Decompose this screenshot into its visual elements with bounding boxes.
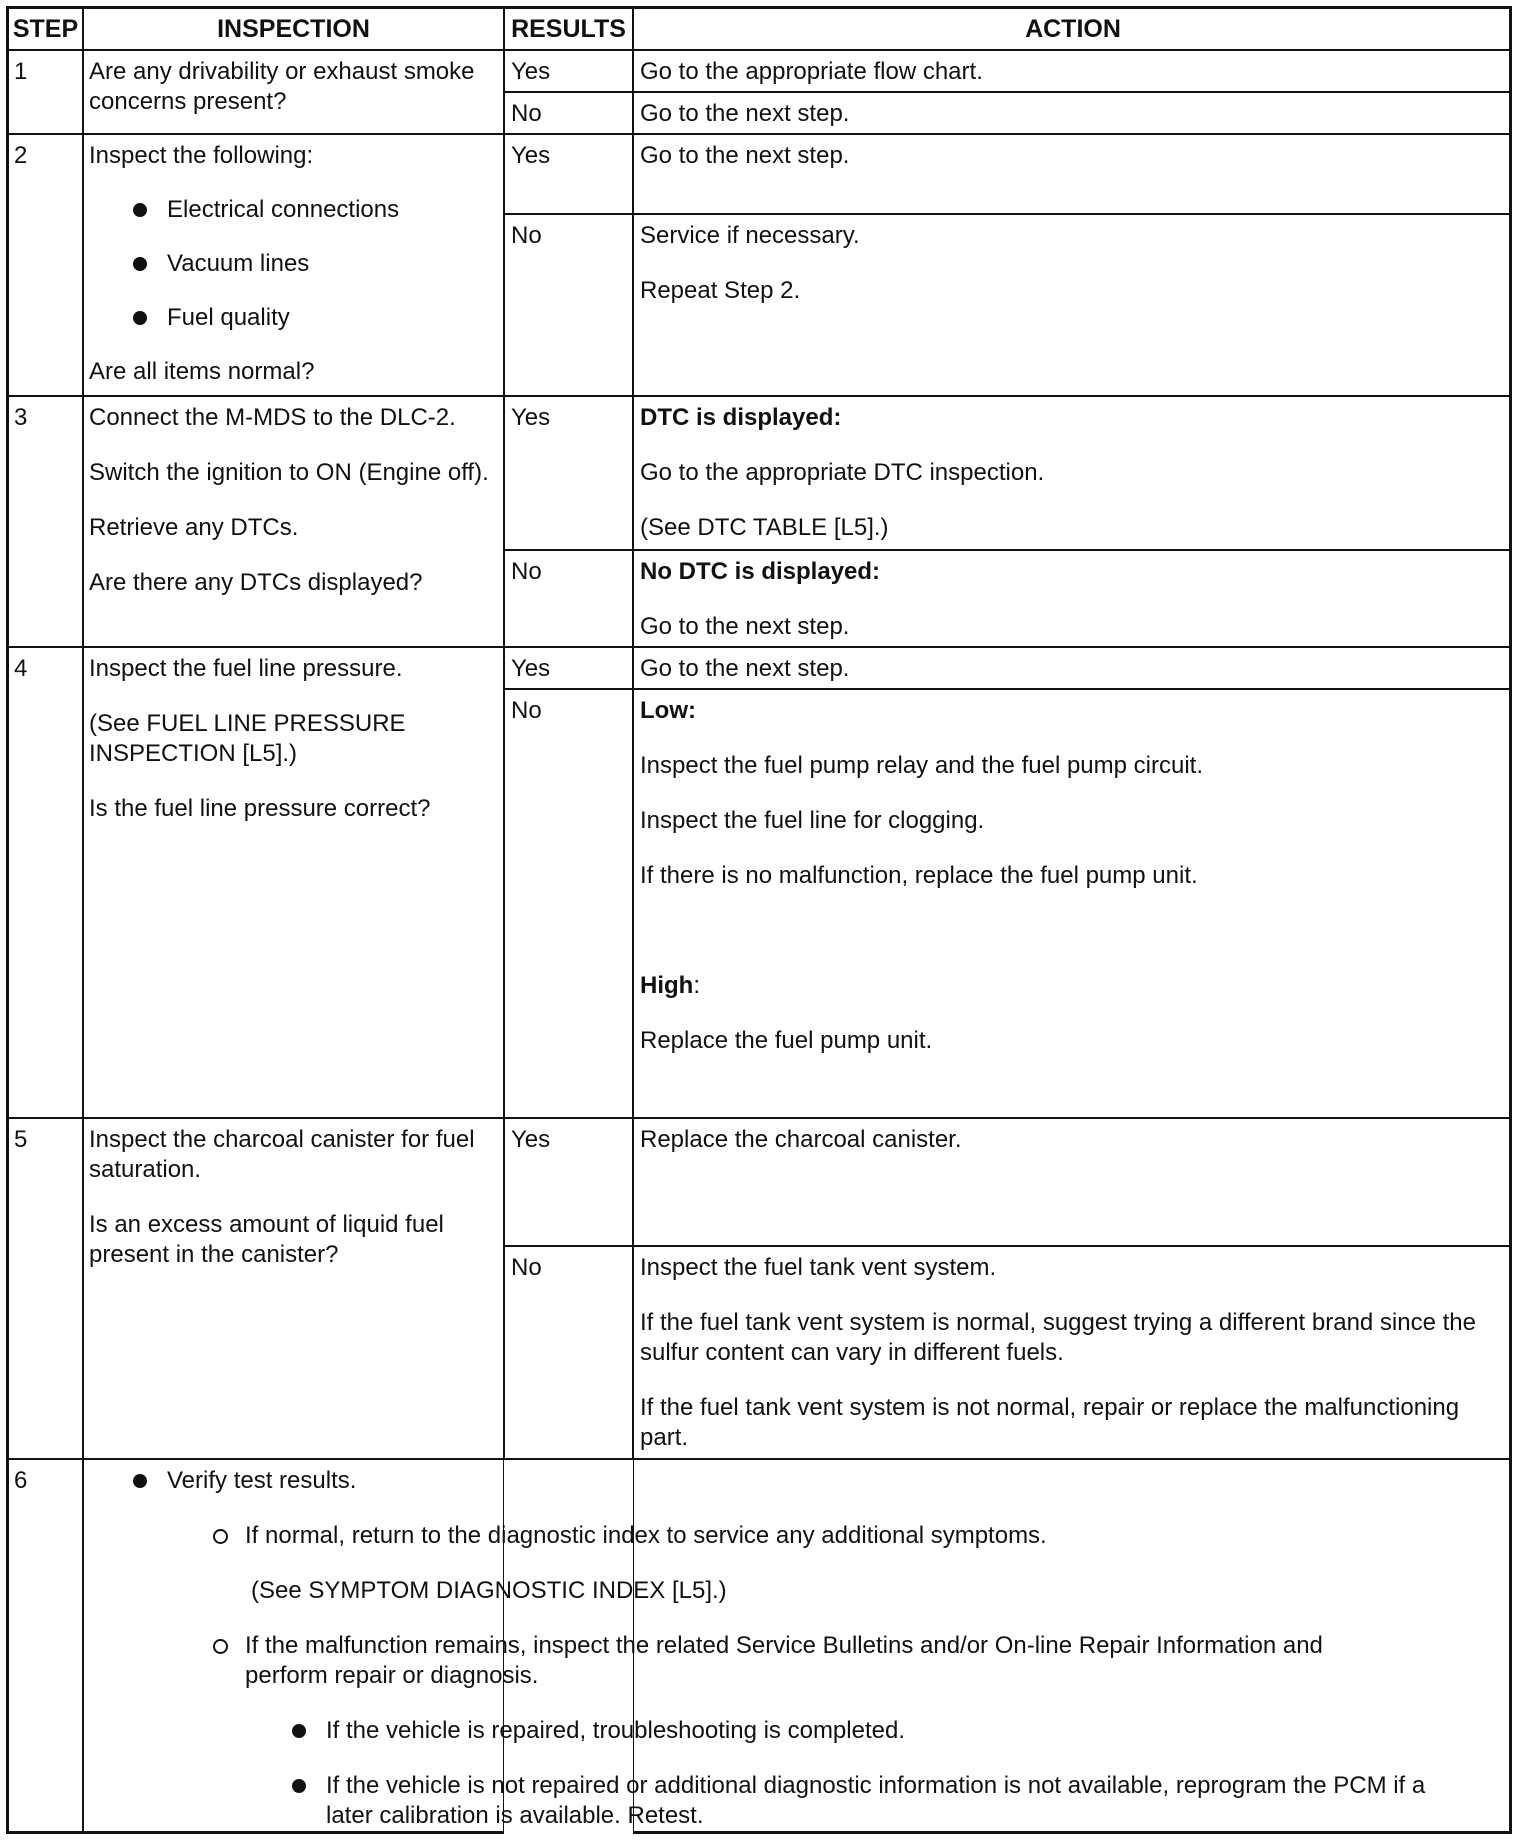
row-divider: [9, 1117, 1509, 1119]
action-heading: DTC is displayed: [640, 404, 834, 431]
bullet-item: [89, 249, 499, 279]
result-divider: [503, 549, 1509, 551]
inspection-list: [89, 141, 499, 387]
action-text: Go to the next step.: [640, 613, 850, 640]
inspection-question: Is the fuel line pressure correct?: [89, 795, 431, 822]
inspection-question: Are there any DTCs displayed?: [89, 569, 423, 596]
sub-bullet-item: [89, 1521, 1489, 1551]
bullet-item: [89, 1771, 1489, 1831]
bullet-text: Fuel quality: [167, 304, 290, 331]
bullet-icon: [133, 1474, 147, 1488]
bullet-text: If the vehicle is repaired, troubleshooting is completed.: [326, 1717, 905, 1744]
result-divider: [503, 213, 1509, 215]
bullet-item: [89, 1716, 1489, 1746]
action-text: Go to the next step.: [640, 655, 850, 682]
inspection-question: Are all items normal?: [89, 358, 315, 385]
action-block: No DTC is displayed: Go to the next step.: [640, 558, 881, 640]
action-text: Go to the appropriate flow chart.: [640, 58, 983, 85]
bullet-text: If normal, return to the diagnostic index to service any additional symptoms.: [245, 1522, 1047, 1549]
row-divider: [9, 133, 1509, 135]
circle-bullet-icon: [213, 1639, 228, 1654]
header-action: ACTION: [1025, 15, 1121, 43]
result-no: No: [511, 100, 542, 127]
inspection-text: Are any drivability or exhaust smoke concerns present?: [89, 58, 475, 115]
action-heading: High: [640, 972, 694, 999]
action-text: Inspect the fuel tank vent system.: [640, 1254, 997, 1281]
inspection-question: Is an excess amount of liquid fuel present in the canister?: [89, 1211, 444, 1268]
diagnostic-table: [6, 6, 1512, 1834]
result-divider: [503, 1245, 1509, 1247]
result-no: No: [511, 697, 542, 724]
action-text: Inspect the fuel line for clogging.: [640, 807, 985, 834]
row-divider: [9, 49, 1509, 51]
inspection-block: [89, 654, 449, 824]
bullet-text: Vacuum lines: [167, 250, 310, 277]
inspection-text: Inspect the fuel line pressure.: [89, 655, 403, 682]
circle-bullet-icon: [213, 1529, 228, 1544]
bullet-item: [89, 195, 499, 225]
result-divider: [503, 688, 1509, 690]
step-number: 6: [14, 1467, 28, 1494]
inspection-text: Retrieve any DTCs.: [89, 514, 299, 541]
result-no: No: [511, 222, 542, 249]
result-no: No: [511, 558, 542, 585]
inspection-text: Inspect the following:: [89, 142, 314, 169]
inspection-block: [89, 1466, 1489, 1831]
action-text: Go to the next step.: [640, 100, 850, 127]
action-block: Low: Inspect the fuel pump relay and the fuel pump circuit. Inspect the fuel line for clogging. If there is no malfunction, replace the fuel pump unit. High: Replace the fuel pump unit.: [640, 696, 1500, 1056]
bullet-item: [89, 1466, 1489, 1496]
action-block: DTC is displayed: Go to the appropriate DTC inspection. (See DTC TABLE [L5].): [640, 404, 1045, 541]
bullet-text: If the malfunction remains, inspect the related Service Bulletins and/or On-line Repair Information and perform repair or diagnosis.: [245, 1632, 1323, 1689]
step-number: 3: [14, 404, 28, 431]
bullet-icon: [133, 203, 147, 217]
bullet-item: [89, 303, 499, 333]
result-divider: [503, 91, 1509, 93]
header-results: RESULTS: [511, 15, 626, 43]
action-block: [640, 221, 860, 306]
action-text: If there is no malfunction, replace the fuel pump unit.: [640, 862, 1198, 889]
bullet-icon: [133, 257, 147, 271]
row-divider: [9, 1458, 1509, 1460]
inspection-text: Inspect the charcoal canister for fuel saturation.: [89, 1126, 475, 1183]
step-number: 4: [14, 655, 28, 682]
inspection-text: Connect the M-MDS to the DLC-2.: [89, 404, 456, 431]
action-text: Service if necessary.: [640, 222, 860, 249]
row-divider: [9, 646, 1509, 648]
action-text: Repeat Step 2.: [640, 277, 801, 304]
bullet-text: If the vehicle is not repaired or additional diagnostic information is not available, reprogram the PCM if a later calibration is available. Retest.: [326, 1772, 1426, 1829]
header-inspection: INSPECTION: [217, 15, 370, 43]
action-text: (See DTC TABLE [L5].): [640, 514, 889, 541]
header-step: STEP: [12, 15, 79, 43]
bullet-icon: [292, 1779, 306, 1793]
reference-text: (See SYMPTOM DIAGNOSTIC INDEX [L5].): [251, 1577, 727, 1604]
action-text: Go to the appropriate DTC inspection.: [640, 459, 1045, 486]
sub-bullet-item: [89, 1631, 1489, 1691]
action-heading: Low: [640, 697, 688, 724]
action-heading: No DTC is displayed: [640, 558, 873, 585]
action-block: [640, 1253, 1505, 1453]
result-yes: Yes: [511, 58, 551, 85]
inspection-block: [89, 403, 489, 598]
step-number: 1: [14, 58, 28, 85]
step-number: 2: [14, 142, 28, 169]
bullet-text: Electrical connections: [167, 196, 400, 223]
action-text: Replace the fuel pump unit.: [640, 1027, 933, 1054]
result-yes: Yes: [511, 1126, 551, 1153]
action-text: Replace the charcoal canister.: [640, 1126, 962, 1153]
bullet-icon: [133, 311, 147, 325]
row-divider: [9, 395, 1509, 397]
action-text: If the fuel tank vent system is normal, suggest trying a different brand since the sulfur content can vary in different fuels.: [640, 1309, 1476, 1366]
inspection-block: [89, 1125, 499, 1270]
result-no: No: [511, 1254, 542, 1281]
bullet-text: Verify test results.: [167, 1467, 357, 1494]
bullet-icon: [292, 1724, 306, 1738]
step-number: 5: [14, 1126, 28, 1153]
result-yes: Yes: [511, 655, 551, 682]
action-text: Inspect the fuel pump relay and the fuel pump circuit.: [640, 752, 1203, 779]
result-yes: Yes: [511, 404, 551, 431]
action-text: If the fuel tank vent system is not normal, repair or replace the malfunctioning part.: [640, 1394, 1460, 1451]
inspection-text: Switch the ignition to ON (Engine off).: [89, 459, 489, 486]
inspection-text: (See FUEL LINE PRESSURE INSPECTION [L5].): [89, 710, 406, 767]
action-text: Go to the next step.: [640, 142, 850, 169]
column-divider: [82, 9, 84, 1831]
result-yes: Yes: [511, 142, 551, 169]
